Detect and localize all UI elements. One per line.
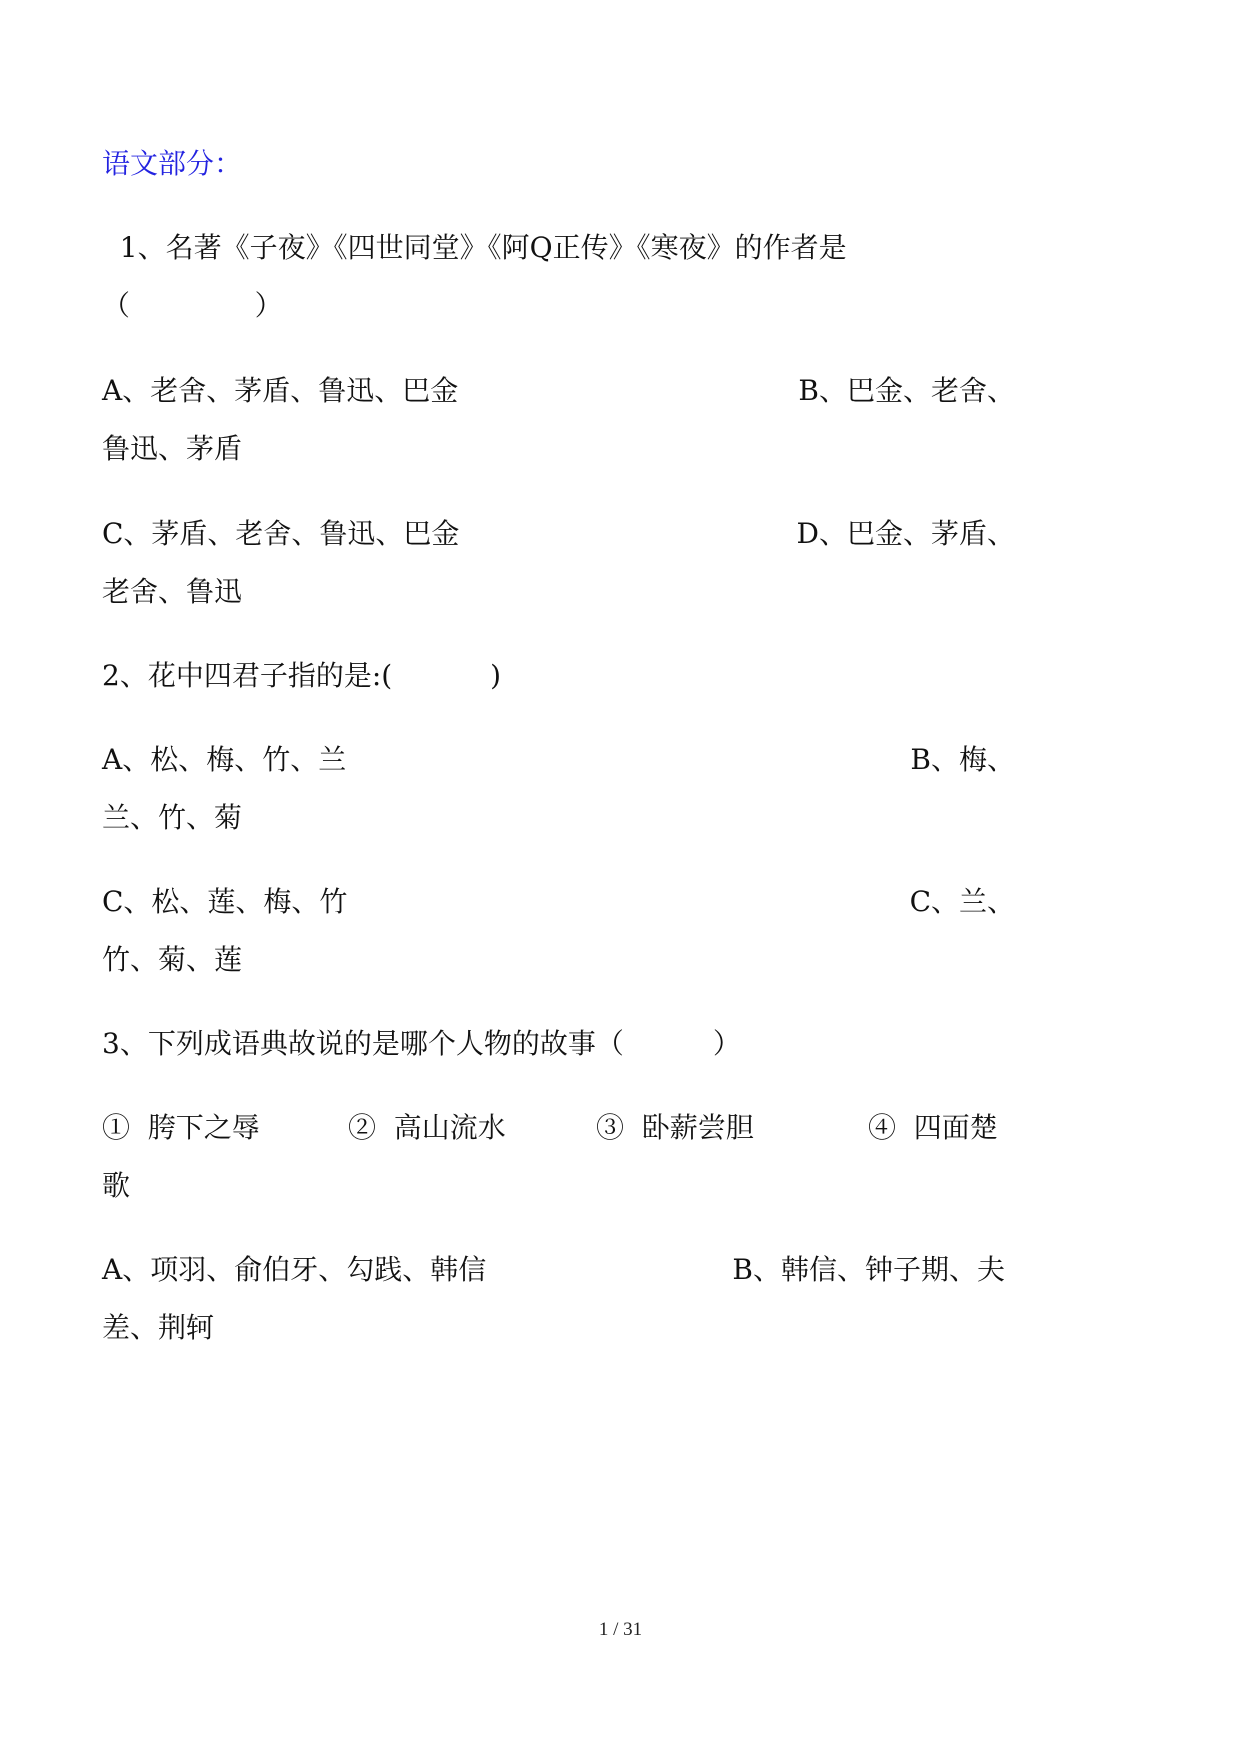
option-d: D、巴金、茅盾、: [796, 517, 1015, 550]
question-stem: 1、名著《子夜》《四世同堂》《阿Q正传》《寒夜》的作者是: [102, 231, 847, 264]
answer-blank: （ ）: [102, 289, 283, 322]
question-stem: 3、下列成语典故说的是哪个人物的故事（ ）: [102, 1027, 741, 1060]
option-c-continued: 竹、菊、莲: [102, 943, 243, 976]
option-b: B、梅、: [910, 743, 1015, 776]
idiom-4: ④ 四面楚: [868, 1111, 998, 1144]
option-a: A、松、梅、竹、兰: [102, 743, 347, 776]
option-a: A、老舍、茅盾、鲁迅、巴金: [102, 374, 459, 407]
idiom-1: ① 胯下之辱: [102, 1111, 260, 1144]
page-number: 1 / 31: [598, 1619, 643, 1640]
option-b-continued: 鲁迅、茅盾: [102, 432, 243, 465]
option-d-continued: 老舍、鲁迅: [102, 575, 243, 608]
idiom-2: ② 高山流水: [348, 1111, 506, 1144]
section-title: 语文部分：: [102, 147, 243, 180]
option-c-second: C、兰、: [909, 885, 1015, 918]
option-b: B、韩信、钟子期、夫: [732, 1253, 1005, 1286]
question-stem: 2、花中四君子指的是:( ): [102, 659, 502, 692]
option-b-continued: 兰、竹、菊: [102, 801, 243, 834]
option-c: C、茅盾、老舍、鲁迅、巴金: [102, 517, 460, 550]
option-b: B、巴金、老舍、: [798, 374, 1015, 407]
option-c: C、松、莲、梅、竹: [102, 885, 348, 918]
option-b-continued: 差、荆轲: [102, 1311, 215, 1344]
option-a: A、项羽、俞伯牙、勾践、韩信: [102, 1253, 487, 1286]
idiom-3: ③ 卧薪尝胆: [596, 1111, 754, 1144]
idiom-4-continued: 歌: [102, 1169, 131, 1202]
